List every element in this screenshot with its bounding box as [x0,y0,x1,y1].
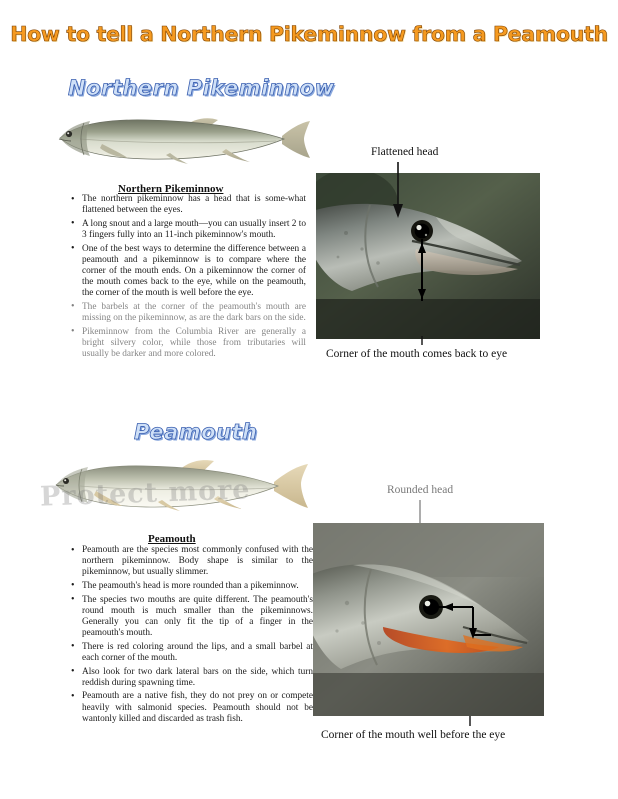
page-title: How to tell a Northern Pikeminnow from a Peamouth [10,22,608,46]
photo-peamouth-head [313,523,544,716]
list-item: • A long snout and a large mouth—you can usually insert 2 to 3 fingers fully into an 11-inch pikeminnow's mouth. [82,219,306,241]
list-title-peamouth: Peamouth [148,533,196,545]
list-title-pikeminnow: Northern Pikeminnow [118,183,224,195]
photo-annotations-peamouth [313,523,544,716]
callout-corner-before-eye: Corner of the mouth well before the eye [321,729,506,741]
list-item: • The species two mouths are quite different. The peamouth's round mouth is much smaller than the pikeminnows. Generally you can only fit the tip of a finger in the peamouth's mouth. [82,595,313,640]
list-item: • There is red coloring around the lips, and a small barbel at each corner of the mouth. [82,642,313,664]
list-item: • Also look for two dark lateral bars on the side, which turn reddish during spawning time. [82,667,313,689]
list-item: • One of the best ways to determine the difference between a peamouth and a pikeminnow is to compare where the corner of the mouth ends. On a pikeminnow the corner of the mouth comes back to the eye, while on the peamouth, the corner of the mouth is well before the eye. [82,244,306,300]
callout-corner-back-to-eye: Corner of the mouth comes back to eye [326,348,508,360]
list-item: • The northern pikeminnow has a head that is some-what flattened between the eyes. [82,194,306,216]
list-item: • Pikeminnow from the Columbia River are generally a bright silvery color, while those from tributaries will usually be darker and more colored. [82,327,306,360]
callout-rounded-head: Rounded head [387,484,454,496]
callout-flattened-head: Flattened head [371,146,439,158]
watermark-text: Protect more [39,474,251,513]
list-item: • Peamouth are a native fish, they do not prey on or compete heavily with salmonid species. Peamouth should not be wantonly killed and discarded as trash fish. [82,691,313,724]
bullet-list-pikeminnow [66,194,306,363]
section-heading-peamouth: Peamouth [134,420,258,444]
list-item: • The peamouth's head is more rounded than a pikeminnow. [82,581,313,592]
section-heading-pikeminnow: Northern Pikeminnow [68,76,335,100]
list-item: • The barbels at the corner of the peamouth's mouth are missing on the pikeminnow, as are the dark bars on the side. [82,302,306,324]
bullet-list-peamouth [66,545,313,727]
list-item: • Peamouth are the species most commonly confused with the northern pikeminnow. Body shape is similar to the pikeminnow, but usually slimmer. [82,545,313,578]
